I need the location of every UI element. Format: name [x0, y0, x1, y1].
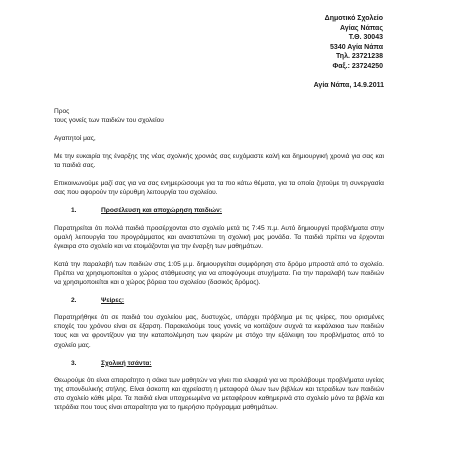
- sender-line: Δημοτικό Σχολείο: [324, 15, 383, 22]
- section-paragraph: Παρατηρείται ότι πολλά παιδιά προσέρχονται στο σχολείο μετά τις 7:45 π.μ. Αυτό δημιουργεί προβλήματα στην ομαλή λειτουργία του προγράμματος και αναστατώνει τη σχολική μας μονάδα. Τα παιδιά πρέπει να έρχονται έγκαιρα στο σχολείο και να ετοιμάζονται για την έναρξη των μαθημάτων.: [54, 224, 384, 250]
- greeting: Αγαπητοί μας,: [54, 135, 96, 142]
- sender-line: Αγίας Νάπας: [340, 24, 383, 32]
- section-title: Προσέλευση και αποχώρηση παιδιών:: [101, 207, 222, 215]
- section-number: 3.: [71, 359, 77, 367]
- section-number: 1.: [71, 207, 77, 215]
- sender-line: Τ.Θ. 30043: [348, 34, 383, 42]
- section-title: Ψείρες:: [101, 297, 125, 305]
- section-number: 2.: [71, 297, 77, 305]
- sender-line: Φαξ.: 23724250: [332, 62, 383, 70]
- section-heading: [54, 206, 384, 215]
- section-heading: [54, 359, 384, 368]
- intro-paragraph: Με την ευκαιρία της έναρξης της νέας σχολικής χρονιάς σας ευχόμαστε καλή και δημιουργική χρονιά για σας και τα παιδιά σας.: [54, 153, 384, 170]
- section-paragraph: Παρατηρήθηκε ότι σε παιδιά του σχολείου μας, δυστυχώς, υπάρχει πρόβλημα με τις ψείρες, που ορισμένες εποχές του χρόνου είναι σε έξαρση. Παρακαλούμε τους γονείς να κοιτάζουν συχνά τα κεφάλακια των παιδιών τους και να φροντίζουν για την καταπολέμηση των ψειρών με στόχο την εξάλειψη του προβλήματος από το σχολείο μας.: [54, 314, 384, 349]
- section-paragraph: Θεωρούμε ότι είναι απαραίτητο η σάκα των μαθητών να γίνει πιο ελαφριά για να προλάβουμε προβλήματα υγείας της σπονδυλικής στήλης. Είναι άσκοπη και αχρείαστη η μεταφορά όλων των βιβλίων και τετραδίων των παιδιών στο σχολείο κάθε μέρα. Τα παιδιά είναι υποχρεωμένα να μεταφέρουν καθημερινά στο σχολείο μόνο τα βιβλία και τετράδια που τους είναι απαραίτητα για το ημερήσιο πρόγραμμα μαθημάτων.: [54, 376, 384, 411]
- recipient-line: τους γονείς των παιδιών του σχολείου: [54, 117, 164, 125]
- sender-address: [183, 14, 383, 72]
- section-heading: [54, 296, 384, 305]
- intro-paragraph: Επικοινωνούμε μαζί σας για να σας ενημερώσουμε για τα πιο κάτω θέματα, για τα οποία ζητούμε τη συνεργασία σας που αφορούν την εύρυθμη λειτουργία του σχολείου.: [54, 180, 384, 197]
- recipient-line: Προς: [54, 108, 70, 115]
- section-title: Σχολική τσάντα:: [101, 359, 152, 367]
- letter-date: Αγία Νάπα, 14.9.2011: [313, 82, 384, 89]
- section-paragraph: Κατά την παραλαβή των παιδιών στις 1:05 μ.μ. δημιουργείται συμφόρηση στο δρόμο μπροστά από το σχολείο. Πρέπει να χρησιμοποιείται ο χώρος στάθμευσης για να αποφύγουμε ατυχήματα. Για την παραλαβή των παιδιών να χρησιμοποιείται και ο χώρος βόρεια του σχολείου (δασικός δρόμος).: [54, 260, 384, 287]
- recipient-block: [54, 107, 164, 125]
- letter-body: [54, 134, 384, 414]
- sender-line: Τηλ. 23721238: [336, 53, 383, 61]
- sender-line: 5340 Αγία Νάπα: [330, 43, 383, 51]
